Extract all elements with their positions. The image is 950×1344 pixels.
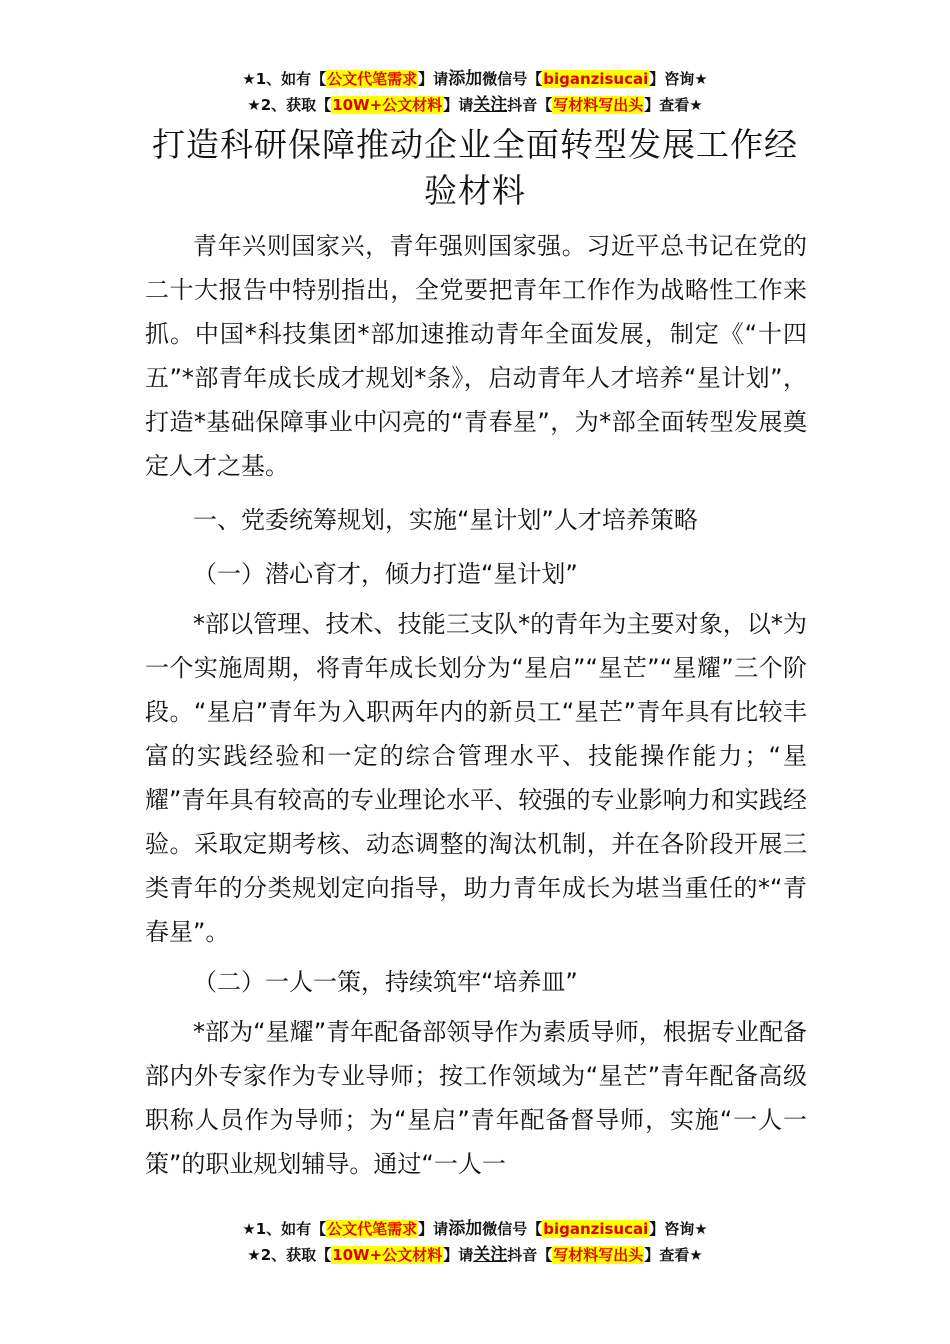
promo-text: 】咨询★ [649,70,708,88]
promo-text: ★2、获取【 [247,96,332,114]
promo-highlight: 10W+公文材料 [332,1246,443,1264]
promo-emphasis: 关注 [473,1245,508,1265]
promo-text: ★2、获取【 [247,1246,332,1264]
promo-line-2 [0,1242,950,1268]
promo-text: ★1、如有【 [242,70,327,88]
document-title: 打造科研保障推动企业全面转型发展工作经验材料 [152,125,798,210]
promo-text: 】咨询★ [649,1220,708,1238]
promo-text: 抖音【 [507,1246,553,1264]
promo-text: 抖音【 [507,96,553,114]
promo-text: 】查看★ [644,96,703,114]
body-paragraph: 青年兴则国家兴，青年强则国家强。习近平总书记在党的二十大报告中特别指出，全党要把青年工作作为战略性工作来抓。中国*科技集团*部加速推动青年全面发展，制定《“十四五”*部青年成长成才规划*条》，启动青年人才培养“星计划”，打造*基础保障事业中闪亮的“青春星”，为*部全面转型发展奠定人才之基。 [145,232,807,480]
promo-text: ★1、如有【 [242,1220,327,1238]
section-heading: 一、党委统筹规划，实施“星计划”人才培养策略 [193,506,698,534]
promo-highlight-douyin: 写材料写出头 [553,96,644,114]
promo-line-2 [0,92,950,118]
promo-emphasis: 添加 [448,69,483,89]
promo-text: 】请 [418,70,449,88]
promo-text: 】查看★ [644,1246,703,1264]
promo-highlight-wechat: biganzisucai [543,70,649,88]
promo-text: 微信号【 [482,1220,543,1238]
document-body [145,224,807,1186]
subsection-heading: （一）潜心育才，倾力打造“星计划” [193,560,578,588]
promo-emphasis: 关注 [473,95,508,115]
footer-promo-banner [0,1216,950,1268]
body-paragraph: *部以管理、技术、技能三支队*的青年为主要对象，以*为一个实施周期，将青年成长划分为“星启”“星芒”“星耀”三个阶段。“星启”青年为入职两年内的新员工“星芒”青年具有比较丰富的实践经验和一定的综合管理水平、技能操作能力；“星耀”青年具有较高的专业理论水平、较强的专业影响力和实践经验。采取定期考核、动态调整的淘汰机制，并在各阶段开展三类青年的分类规划定向指导，助力青年成长为堪当重任的*“青春星”。 [145,610,807,946]
promo-line-1 [0,1216,950,1242]
subsection-heading: （二）一人一策，持续筑牢“培养皿” [193,968,578,996]
promo-text: 】请 [443,96,474,114]
promo-highlight: 公文代笔需求 [327,70,418,88]
promo-text: 】请 [418,1220,449,1238]
promo-text: 】请 [443,1246,474,1264]
promo-highlight: 公文代笔需求 [327,1220,418,1238]
body-paragraph: *部为“星耀”青年配备部领导作为素质导师，根据专业配备部内外专家作为专业导师；按工作领域为“星芒”青年配备高级职称人员作为导师；为“星启”青年配备督导师，实施“一人一策”的职业规划辅导。通过“一人一 [145,1018,807,1178]
header-promo-banner [0,66,950,118]
promo-text: 微信号【 [482,70,543,88]
promo-emphasis: 添加 [448,1219,483,1239]
promo-highlight: 10W+公文材料 [332,96,443,114]
promo-line-1 [0,66,950,92]
promo-highlight-douyin: 写材料写出头 [553,1246,644,1264]
promo-highlight-wechat: biganzisucai [543,1220,649,1238]
